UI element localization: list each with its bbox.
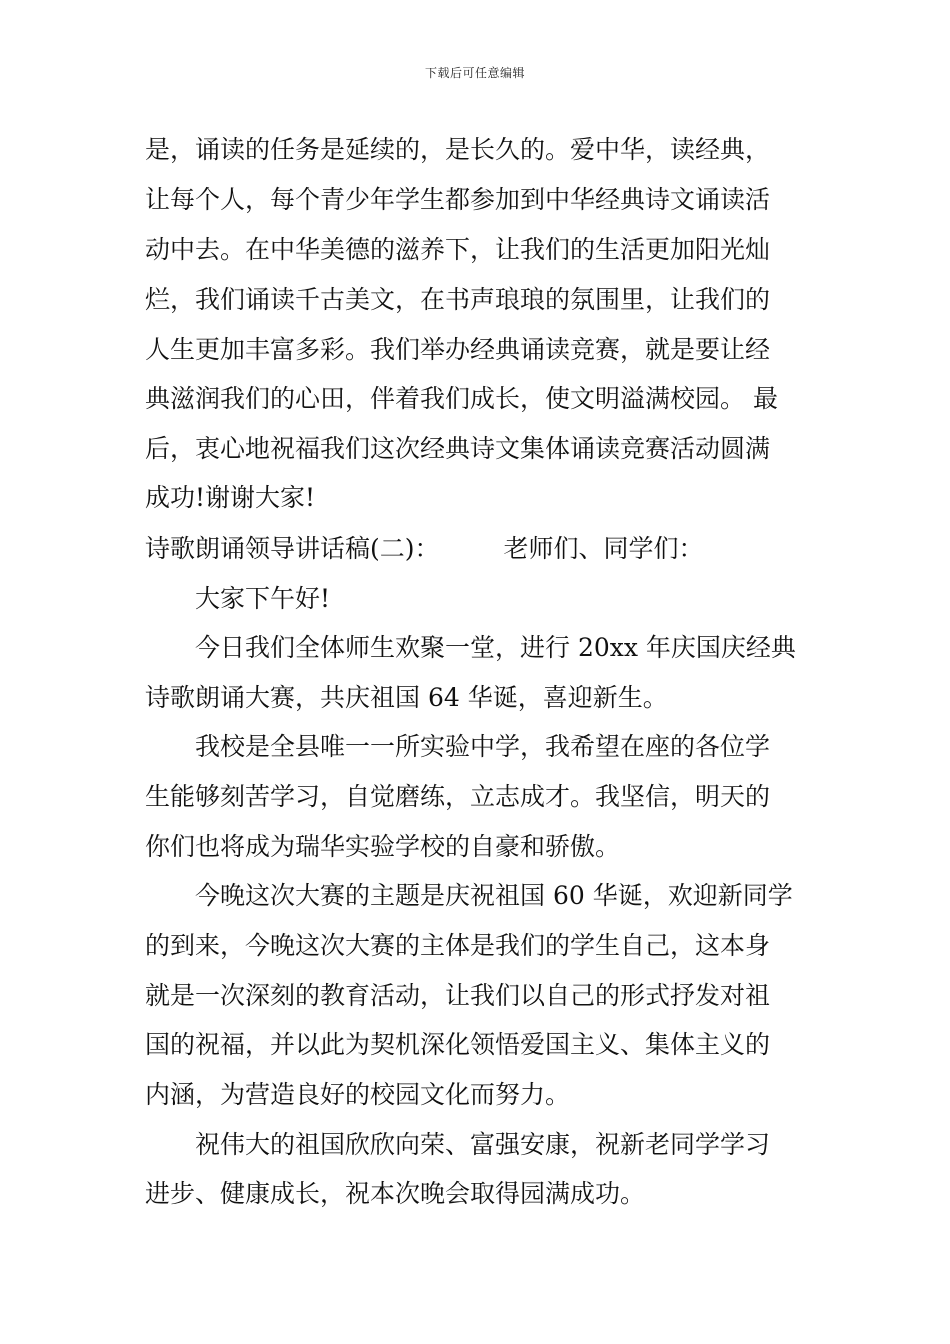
- body-line: 成功!谢谢大家!: [145, 483, 316, 512]
- paragraph-line: 你们也将成为瑞华实验学校的自豪和骄傲。: [145, 832, 621, 861]
- paragraph-line: 今日我们全体师生欢聚一堂，进行 20xx 年庆国庆经典: [195, 633, 796, 662]
- paragraph-line: 进步、健康成长，祝本次晚会取得园满成功。: [145, 1179, 646, 1208]
- body-line: 烂，我们诵读千古美文，在书声琅琅的氛围里，让我们的: [145, 285, 771, 314]
- paragraph-line: 就是一次深刻的教育活动，让我们以自己的形式抒发对祖: [145, 981, 771, 1010]
- paragraph-line: 的到来，今晚这次大赛的主体是我们的学生自己，这本身: [145, 931, 771, 960]
- section-heading: [145, 534, 704, 564]
- body-line: 让每个人，每个青少年学生都参加到中华经典诗文诵读活: [145, 185, 771, 214]
- body-line: 动中去。在中华美德的滋养下，让我们的生活更加阳光灿: [145, 235, 771, 264]
- body-line: 是，诵读的任务是延续的，是长久的。爱中华，读经典，: [145, 135, 771, 164]
- paragraph-line: 国的祝福，并以此为契机深化领悟爱国主义、集体主义的: [145, 1030, 771, 1059]
- paragraph-line: 今晚这次大赛的主题是庆祝祖国 60 华诞，欢迎新同学: [195, 881, 793, 910]
- paragraph-line: 生能够刻苦学习，自觉磨练，立志成才。我坚信，明天的: [145, 782, 771, 811]
- header-note: 下载后可任意编辑: [424, 66, 525, 80]
- body-line: 后，衷心地祝福我们这次经典诗文集体诵读竞赛活动圆满: [145, 434, 771, 463]
- body-line: 典滋润我们的心田，伴着我们成长，使文明溢满校园。 最: [145, 384, 778, 413]
- section-title: 诗歌朗诵领导讲话稿(二)：: [145, 534, 440, 563]
- paragraph-line: 内涵，为营造良好的校园文化而努力。: [145, 1080, 571, 1109]
- body-line: 人生更加丰富多彩。我们举办经典诵读竞赛，就是要让经: [145, 335, 771, 364]
- paragraph-line: 祝伟大的祖国欣欣向荣、富强安康，祝新老同学学习: [195, 1130, 771, 1159]
- greeting-line: 大家下午好!: [195, 584, 331, 613]
- paragraph-line: 诗歌朗诵大赛，共庆祖国 64 华诞，喜迎新生。: [145, 683, 668, 712]
- salutation: 老师们、同学们：: [503, 534, 704, 563]
- paragraph-line: 我校是全县唯一一所实验中学，我希望在座的各位学: [195, 732, 771, 761]
